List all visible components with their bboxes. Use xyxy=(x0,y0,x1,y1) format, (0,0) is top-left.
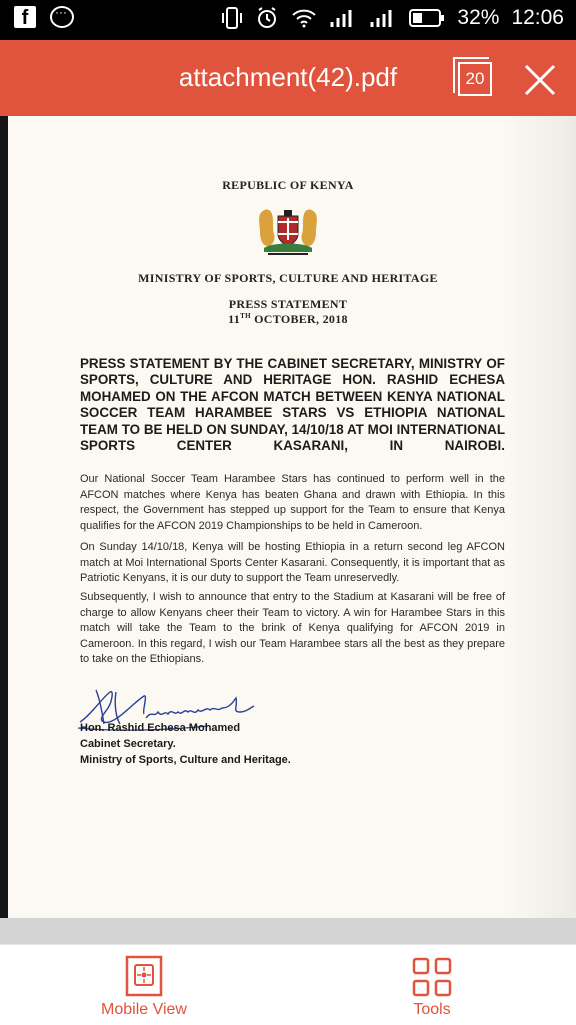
date-suffix: TH xyxy=(240,312,251,320)
status-left xyxy=(14,6,74,28)
page-edge xyxy=(0,116,8,918)
wifi-icon xyxy=(291,7,317,29)
date-rest: OCTOBER, 2018 xyxy=(250,312,348,326)
paragraph-2: On Sunday 14/10/18, Kenya will be hosting Ethiopia in a return second leg AFCON match at Moi International Sports Center Kasarani. Consequently, it is important that as Patriotic Kenyans, it is our duty to support the Team unreservedly. xyxy=(80,541,505,585)
battery-icon xyxy=(409,8,445,28)
bottom-nav xyxy=(0,944,576,1025)
date-day: 11 xyxy=(228,312,241,326)
press-statement-heading: PRESS STATEMENT xyxy=(228,297,348,311)
mobile-view-button[interactable] xyxy=(74,945,214,1025)
vibrate-icon xyxy=(221,6,243,30)
battery-percent: 32% xyxy=(457,6,500,29)
messenger-icon xyxy=(50,6,74,28)
paragraph-3: Subsequently, I wish to announce that entry to the Stadium at Kasarani will be free of charge to allow Kenyans cheer their Team to victory. A win for Harambee Stars in this match will take the Team to the brink of Kenya qualifying for AFCON 2019 in Cameroon. In this regard, I wish our Team Harambee stars all the best as they prepare to take on the Ethiopians. xyxy=(80,591,505,666)
tools-label: Tools xyxy=(413,1001,451,1018)
page-shade xyxy=(506,116,576,918)
status-bar xyxy=(0,0,576,40)
document-title: attachment(42).pdf xyxy=(178,62,398,92)
signal-icon-1 xyxy=(329,7,357,29)
tools-button[interactable] xyxy=(362,945,502,1025)
signatory-ministry: Ministry of Sports, Culture and Heritage. xyxy=(80,754,291,766)
status-right xyxy=(221,6,564,30)
mobile-view-icon xyxy=(124,955,164,997)
title-bar xyxy=(0,40,576,116)
statement-headline: PRESS STATEMENT BY THE CABINET SECRETARY, MINISTRY OF SPORTS, CULTURE AND HERITAGE HON. RASHID ECHESA MOHAMED ON THE AFCON MATCH BETWEEN KENYA NATIONAL SOCCER TEAM HARAMBEE STARS VS ETHIOPIA NATIONAL TEAM TO BE HELD ON SUNDAY, 14/10/18 AT MOI INTERNATIONAL SPORTS CENTER KASARANI, IN NAIROBI. xyxy=(80,356,505,454)
statement-date xyxy=(0,312,576,327)
mobile-view-label: Mobile View xyxy=(101,1001,187,1018)
close-icon[interactable] xyxy=(520,60,560,100)
clock: 12:06 xyxy=(511,6,564,29)
page-count-button[interactable]: 20 xyxy=(458,62,492,96)
alarm-icon xyxy=(255,6,279,30)
pdf-page[interactable] xyxy=(0,116,576,918)
signatory-name: Hon. Rashid Echesa Mohamed xyxy=(80,722,241,734)
signal-icon-2 xyxy=(369,7,397,29)
paragraph-1: Our National Soccer Team Harambee Stars has continued to perform well in the AFCON matches where Kenya has beaten Ghana and drawn with Ethiopia. In this respect, the Government has stepped up support for the Team to ensure that Kenya qualifies for the AFCON 2019 Championships to be held in Cameroon. xyxy=(80,473,505,532)
signatory-title: Cabinet Secretary. xyxy=(80,738,176,750)
facebook-icon: f xyxy=(14,6,36,28)
ministry-heading: MINISTRY OF SPORTS, CULTURE AND HERITAGE xyxy=(138,271,438,285)
page-gap xyxy=(0,918,576,944)
kenya-coat-of-arms-icon xyxy=(254,204,322,260)
republic-heading: REPUBLIC OF KENYA xyxy=(222,178,354,192)
tools-grid-icon xyxy=(412,957,452,997)
